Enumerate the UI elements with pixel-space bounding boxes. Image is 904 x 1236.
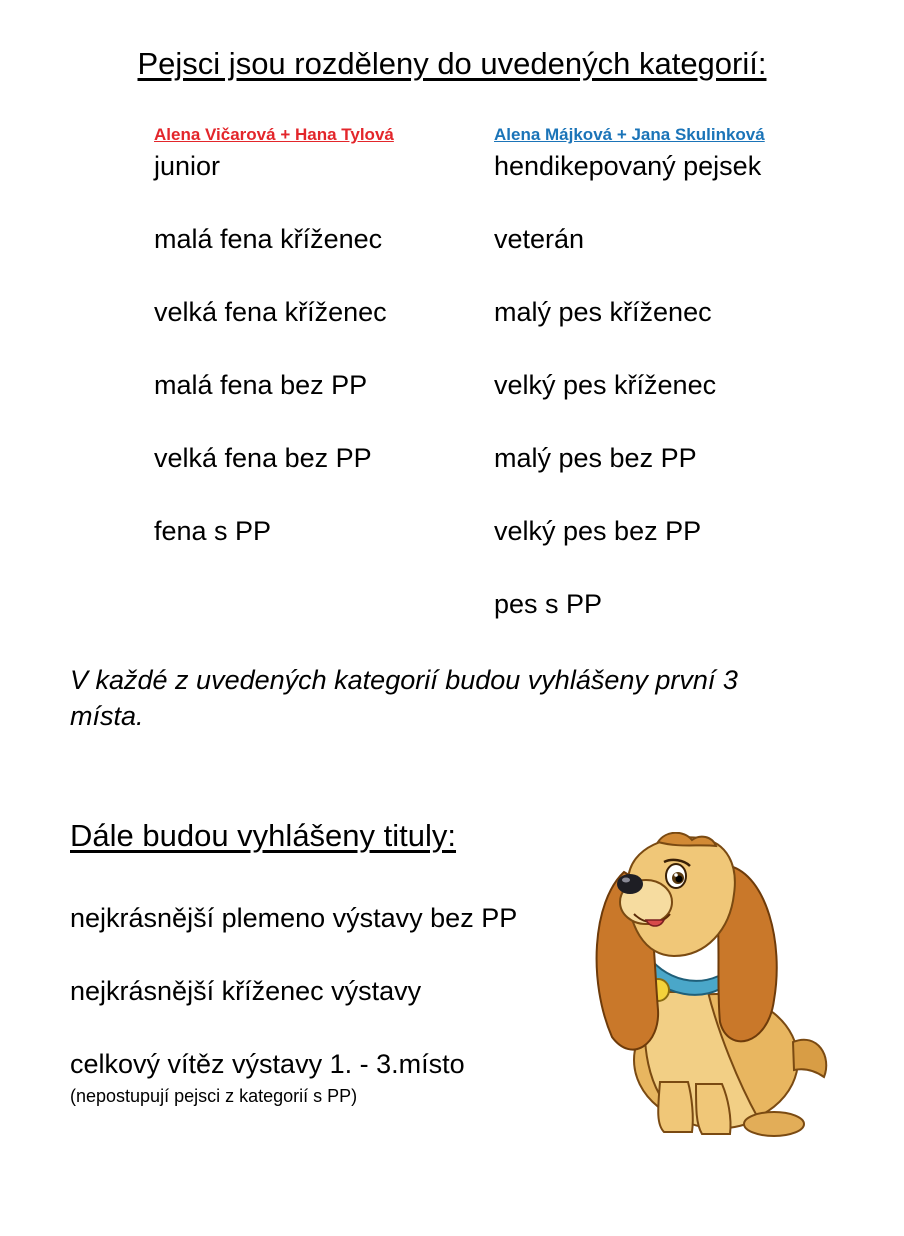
dog-illustration (588, 832, 838, 1144)
footnote: (nepostupují pejsci z kategorií s PP) (70, 1086, 358, 1106)
title-item: nejkrásnější kříženec výstavy (70, 976, 422, 1006)
titles-heading: Dále budou vyhlášeny tituly: (70, 818, 457, 853)
category-item: velký pes kříženec (494, 370, 717, 400)
category-item: malá fena kříženec (154, 224, 383, 254)
title-item: celkový vítěz výstavy 1. - 3.místo (70, 1049, 465, 1079)
category-list-left (154, 148, 394, 586)
category-column-right (494, 122, 765, 659)
judges-left: Alena Vičarová + Hana Tylová (154, 125, 394, 144)
announcement-note: V každé z uvedených kategorií budou vyhlášeny první 3 místa. (70, 665, 738, 731)
category-item: velký pes bez PP (494, 516, 702, 546)
judges-right: Alena Májková + Jana Skulinková (494, 125, 765, 144)
category-item: malý pes bez PP (494, 443, 697, 473)
title-item: nejkrásnější plemeno výstavy bez PP (70, 903, 518, 933)
category-item: junior (154, 151, 221, 181)
category-item: velká fena bez PP (154, 443, 372, 473)
category-item: malá fena bez PP (154, 370, 368, 400)
category-column-left (154, 122, 394, 586)
page-title: Pejsci jsou rozděleny do uvedených kategorií: (137, 46, 767, 81)
category-item: fena s PP (154, 516, 272, 546)
category-list-right (494, 148, 765, 659)
category-item: pes s PP (494, 589, 603, 619)
category-item: veterán (494, 224, 585, 254)
category-item: velká fena kříženec (154, 297, 387, 327)
category-item: hendikepovaný pejsek (494, 151, 762, 181)
category-item: malý pes kříženec (494, 297, 712, 327)
